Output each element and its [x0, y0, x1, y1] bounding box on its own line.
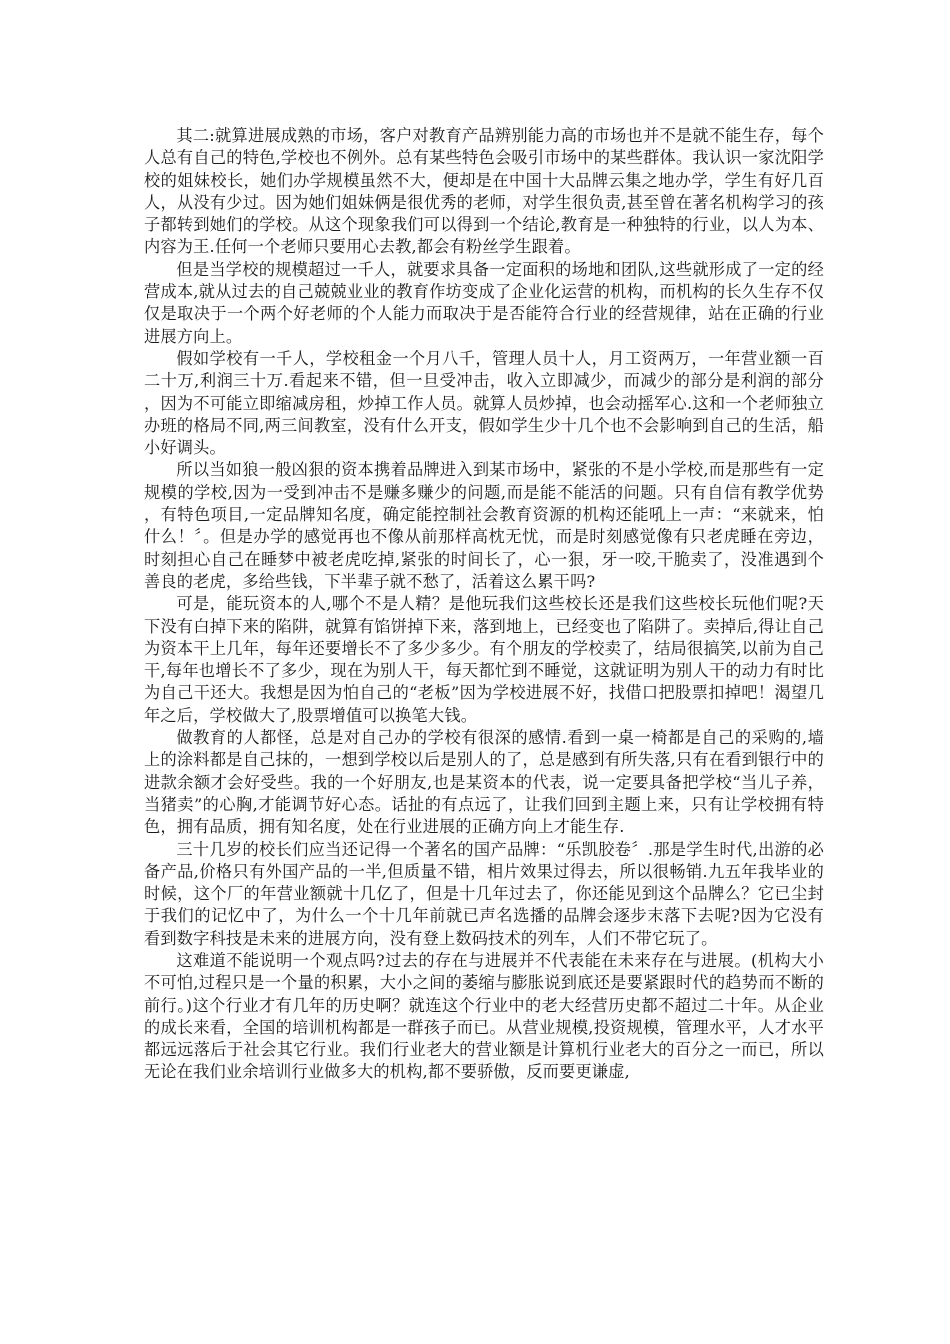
paragraph-6: 做教育的人都怪，总是对自己办的学校有很深的感情.看到一桌一椅都是自己的采购的,墙上的涂料都是自己抹的，一想到学校以后是别人的了，总是感到有所失落,只有在看到银行中的进款余额才会好受些。我的一个好朋友,也是某资本的代表，说一定要具备把学校“当儿子养，当猪卖”的心胸,才能调节好心态。话扯的有点远了，让我们回到主题上来，只有让学校拥有特色，拥有品质，拥有知名度，处在行业进展的正确方向上才能生存. [144, 728, 824, 837]
paragraph-8: 这难道不能说明一个观点吗?过去的存在与进展并不代表能在未来存在与进展。(机构大小不可怕,过程只是一个量的积累，大小之间的萎缩与膨胀说到底还是要紧跟时代的趋势而不断的前行。)这个行业才有几年的历史啊？就连这个行业中的老大经营历史都不超过二十年。从企业的成长来看，全国的培训机构都是一群孩子而已。从营业规模,投资规模，管理水平，人才水平都远远落后于社会其它行业。我们行业老大的营业额是计算机行业老大的百分之一而已，所以无论在我们业余培训行业做多大的机构,都不要骄傲，反而要更谦虚, [144, 950, 824, 1082]
paragraph-7: 三十几岁的校长们应当还记得一个著名的国产品牌：“乐凯胶卷〞.那是学生时代,出游的必备产品,价格只有外国产品的一半,但质量不错，相片效果过得去，所以很畅销.九五年我毕业的时候，这个厂的年营业额就十几亿了，但是十几年过去了，你还能见到这个品牌么？它已尘封于我们的记忆中了，为什么一个十几年前就已声名选播的品牌会逐步末落下去呢?因为它没有看到数字科技是未来的进展方向，没有登上数码技术的列车，人们不带它玩了。 [144, 839, 824, 948]
document-body [144, 125, 824, 1084]
paragraph-3: 假如学校有一千人，学校租金一个月八千，管理人员十人，月工资两万，一年营业额一百二十万,利润三十万.看起来不错，但一旦受冲击，收入立即减少，而减少的部分是利润的部分，因为不可能立即缩减房租，炒掉工作人员。就算人员炒掉，也会动摇军心.这和一个老师独立办班的格局不同,两三间教室，没有什么开支，假如学生少十几个也不会影响到自己的生活，船小好调头。 [144, 348, 824, 458]
paragraph-1: 其二:就算进展成熟的市场，客户对教育产品辨别能力高的市场也并不是就不能生存，每个人总有自己的特色,学校也不例外。总有某些特色会吸引市场中的某些群体。我认识一家沈阳学校的姐妹校长，她们办学规模虽然不大，便却是在中国十大品牌云集之地办学，学生有好几百人，从没有少过。因为她们姐妹俩是很优秀的老师，对学生很负责,甚至曾在著名机构学习的孩子都转到她们的学校。从这个现象我们可以得到一个结论,教育是一种独特的行业，以人为本、内容为王.任何一个老师只要用心去教,都会有粉丝学生跟着。 [144, 126, 824, 257]
paragraph-2: 但是当学校的规模超过一千人，就要求具备一定面积的场地和团队,这些就形成了一定的经营成本,就从过去的自己兢兢业业的教育作坊变成了企业化运营的机构，而机构的长久生存不仅仅是取决于一个两个好老师的个人能力而取决于是否能符合行业的经营规律，站在正确的行业进展方向上。 [144, 259, 824, 346]
paragraph-5: 可是，能玩资本的人,哪个不是人精？是他玩我们这些校长还是我们这些校长玩他们呢?天下没有白掉下来的陷阱，就算有馅饼掉下来，落到地上，已经变也了陷阱了。卖掉后,得让自己为资本干上几年，每年还要增长不了多少多少。有个朋友的学校卖了，结局很搞笑,以前为自己干,每年也增长不了多少，现在为别人干，每天都忙到不睡觉，这就证明为别人干的动力有时比为自己干还大。我想是因为怕自己的“老板”因为学校进展不好，找借口把股票扣掉吧！渴望几年之后，学校做大了,股票增值可以换笔大钱。 [144, 594, 824, 725]
paragraph-4: 所以当如狼一般凶狠的资本携着品牌进入到某市场中，紧张的不是小学校,而是那些有一定规模的学校,因为一受到冲击不是赚多赚少的问题,而是能不能活的问题。只有自信有教学优势，有特色项目,一定品牌知名度，确定能控制社会教育资源的机构还能吼上一声：“来就来，怕什么！〞。但是办学的感觉再也不像从前那样高枕无忧，而是时刻感觉像有只老虎睡在旁边，时刻担心自己在睡梦中被老虎吃掉,紧张的时间长了，心一狠，牙一咬,干脆卖了，没准遇到个善良的老虎，多给些钱，下半辈子就不愁了，活着这么累干吗? [144, 460, 824, 591]
